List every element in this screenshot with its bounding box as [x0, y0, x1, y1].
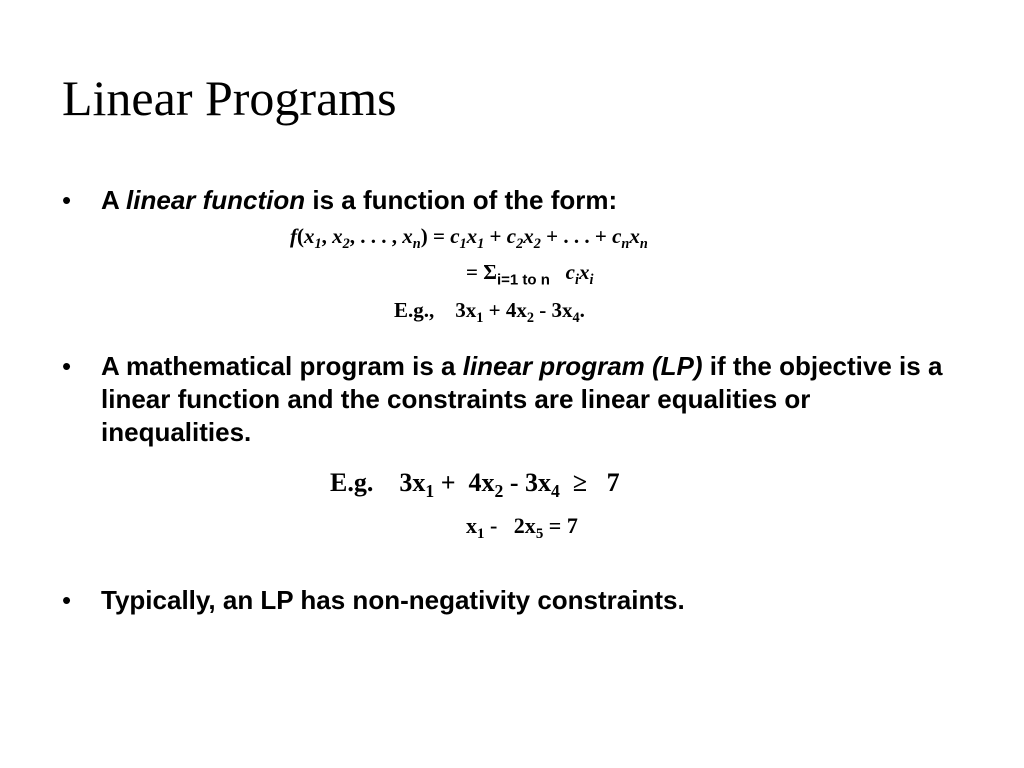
- formula-inequality: E.g. $3x_1 + 4x_2 - 3x_4 \ge 7$: [330, 468, 620, 502]
- bullet-linear-program: [101, 350, 951, 449]
- bullet-prefix: A: [101, 185, 127, 215]
- bullet-linear-function: [101, 184, 951, 217]
- bullet-emphasis: linear function: [126, 185, 306, 215]
- bullet-non-negativity: Typically, an LP has non-negativity constraints.: [101, 585, 685, 615]
- formula-example-1: E.g., $3x_1 + 4x_2 - 3x_4$.: [394, 298, 585, 326]
- bullet-prefix: A mathematical program is a: [101, 351, 463, 381]
- bullet-emphasis: linear program (LP): [462, 351, 703, 381]
- formula-summation: = $\Sigma_{i=1 to n}$ $c_ix_i$: [466, 260, 594, 289]
- bullet-marker: •: [62, 585, 72, 615]
- formula-equality: $x_1 - 2x_5 = 7$: [466, 513, 578, 543]
- bullet-suffix: if the objective is a linear function and the constraints are linear equalities or inequalities.: [101, 351, 943, 447]
- bullet-marker: •: [62, 351, 72, 381]
- bullet-suffix: is a function of the form:: [305, 185, 618, 215]
- formula-linear-function: $f(x_1$, $x_2$, . . . , $x_n) = c_1x_1 + c_2x_2$ + . . . + $c_nx_n$: [290, 224, 648, 252]
- bullet-marker: •: [62, 185, 72, 215]
- slide-title: Linear Programs: [62, 70, 397, 126]
